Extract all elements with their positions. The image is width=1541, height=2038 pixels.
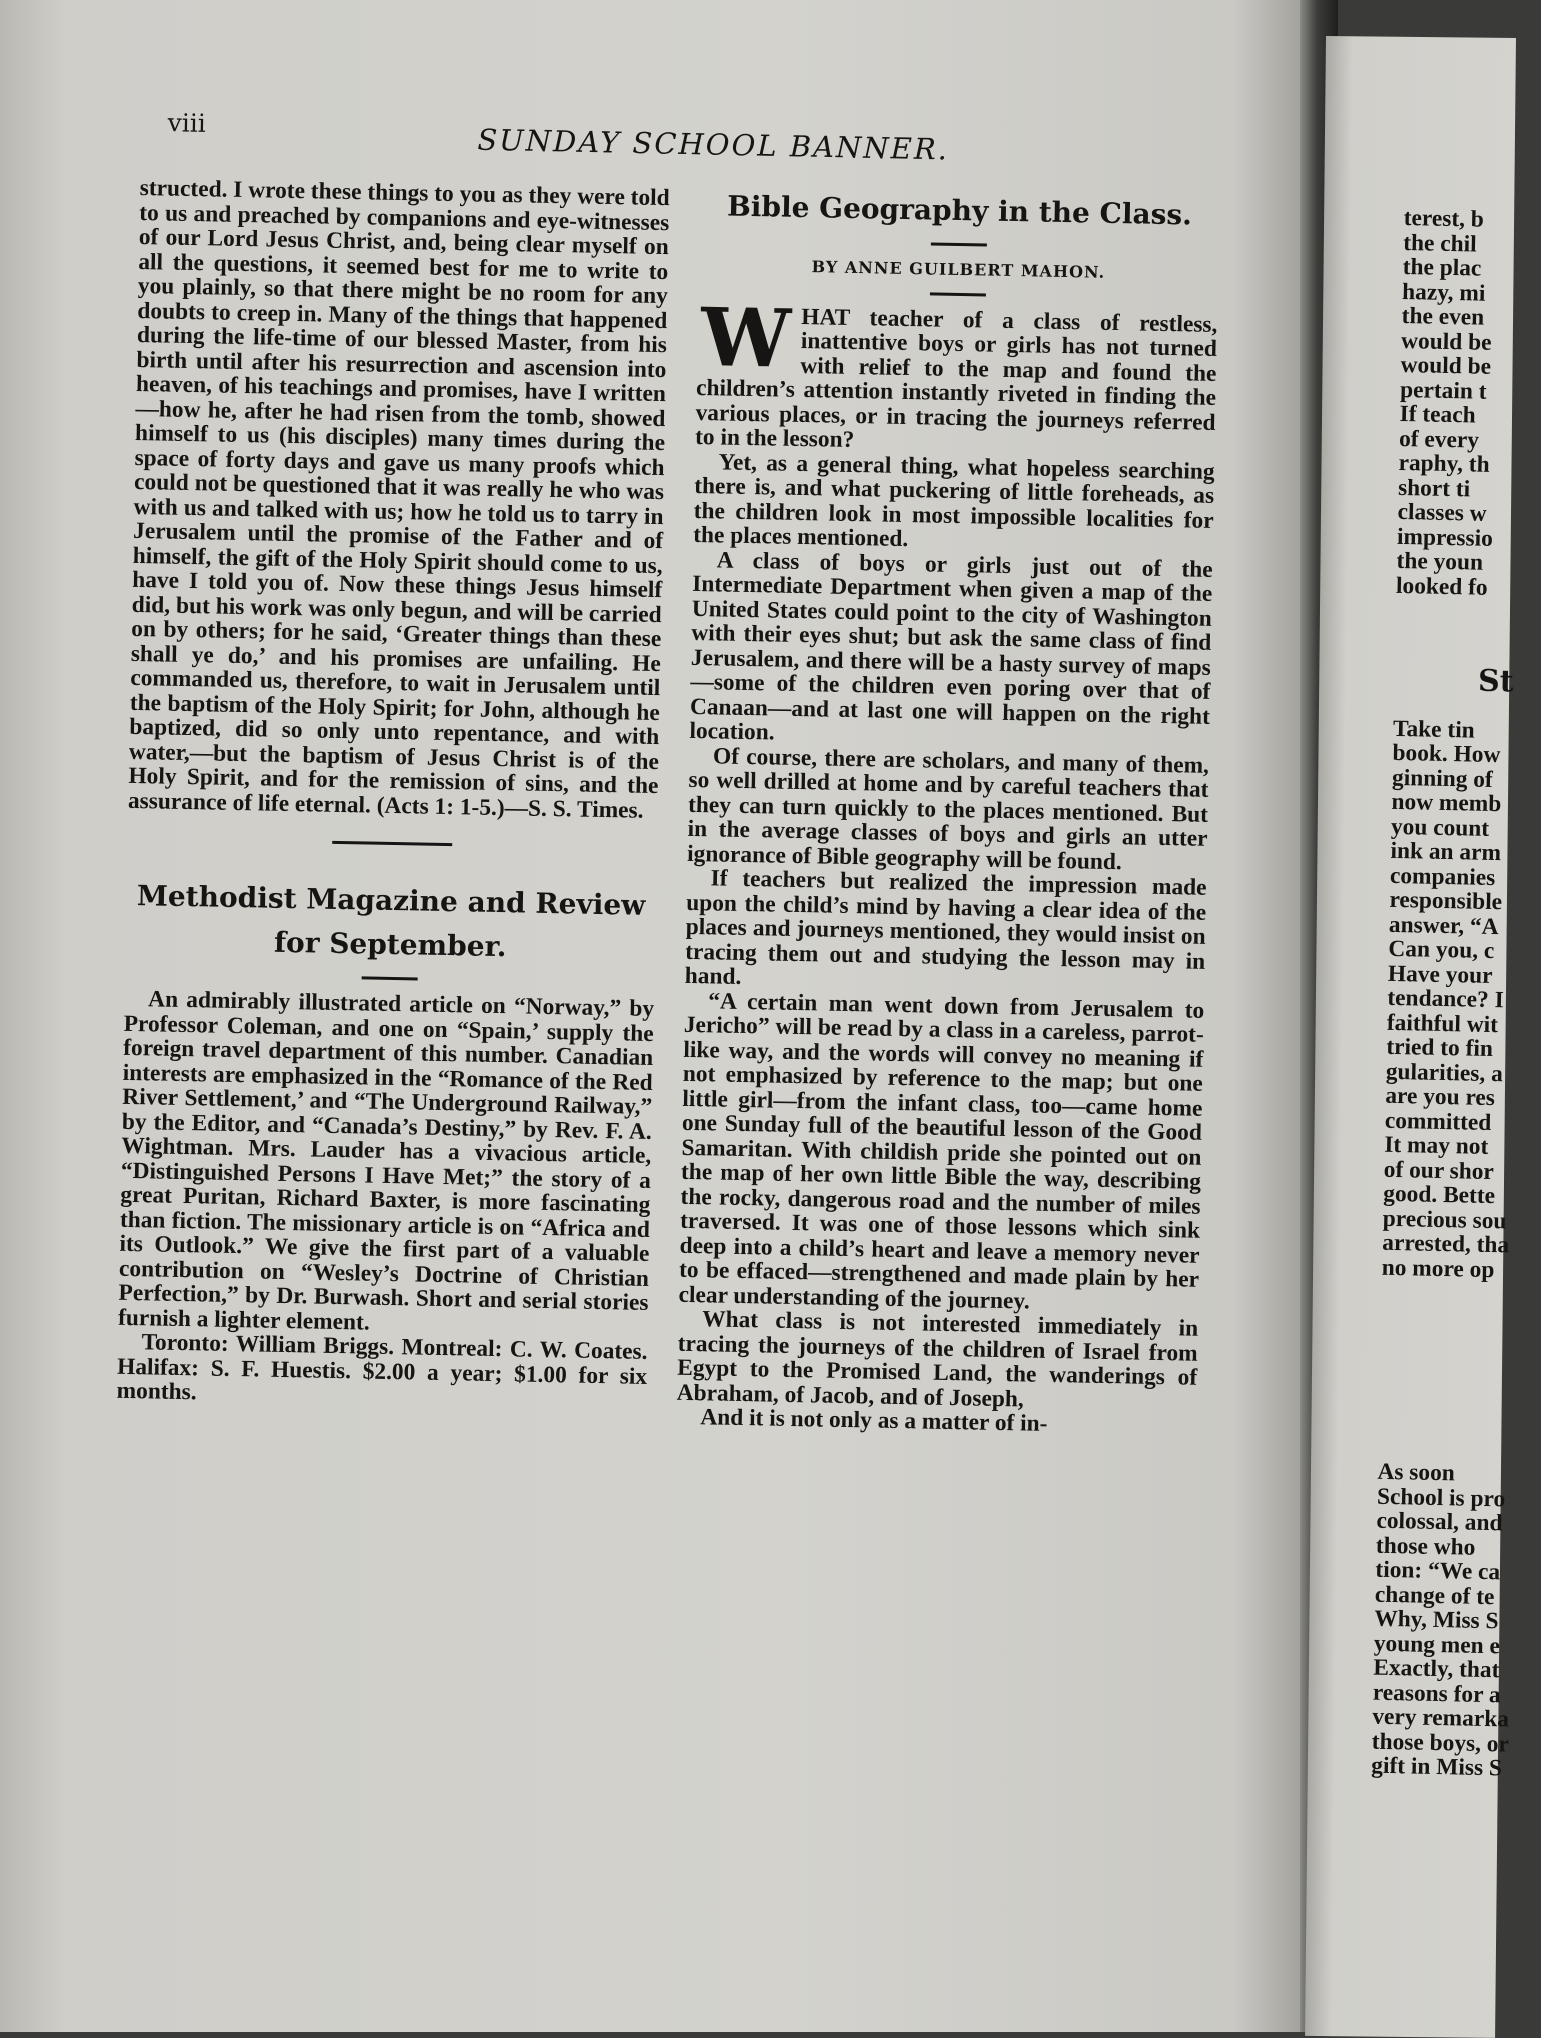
fragment-line: would be <box>1400 327 1492 356</box>
fragment-line: answer, “A <box>1388 911 1499 940</box>
fragment-line: Take tin <box>1392 715 1475 744</box>
fragment-line: ginning of <box>1391 764 1494 793</box>
paragraph-1 <box>694 289 1218 459</box>
article-title-methodist-line2: for September. <box>273 925 507 964</box>
title-rule <box>931 242 987 246</box>
fragment-line: those who <box>1375 1532 1476 1561</box>
fragment-line: very remarka <box>1372 1703 1510 1733</box>
publishers-paragraph: Toronto: William Briggs. Montreal: C. W. Coates. Halifax: S. F. Huestis. $2.00 a year; $1.00 for six months. <box>116 1329 648 1406</box>
paragraph-2: Yet, as a general thing, what hopeless searching there is, and what puckering of little foreheads, as the children look in most impossible localities for the places mentioned. <box>693 448 1215 553</box>
fragment-line: short ti <box>1397 474 1471 502</box>
fragment-line: faithful wit <box>1386 1009 1499 1038</box>
left-column <box>116 176 669 1413</box>
article-title-methodist-line1: Methodist Magazine and Review <box>136 879 646 922</box>
fragment-line: would be <box>1400 351 1492 380</box>
paragraph-6: “A certain man went down from Jerusalem to Jericho” will be read by a class in a careless, parrot-like way, and the words will convey no meaning if not emphasized by reference to the map; but one little girl—from the infant class, too—came home one Sunday full of the beautiful lesson of the Good Samaritan. With childish pride she pointed out on the map of her own little Bible the way, describing the rocky, dangerous road and the number of miles traversed. It was one of those lessons which sink deep into a child’s heart and leave a memory never to be effaced—strengthened and made plain by her clear understanding of the journey. <box>678 987 1205 1315</box>
fragment-line: looked fo <box>1395 572 1488 601</box>
fragment-line: classes w <box>1397 498 1487 527</box>
fragment-line: young men e <box>1373 1630 1501 1659</box>
fragment-line: If teach <box>1399 400 1476 429</box>
fragment-line: precious sou <box>1382 1205 1507 1234</box>
fragment-line: gularities, a <box>1385 1058 1504 1087</box>
fragment-line: you count <box>1390 813 1490 842</box>
fragment-line: pertain t <box>1399 376 1487 405</box>
fragment-line: raphy, th <box>1398 449 1490 478</box>
fragment-line: tion: “We ca <box>1375 1556 1501 1586</box>
fragment-line: hazy, mi <box>1401 278 1486 307</box>
continued-paragraph: structed. I wrote these things to you as they were told to us and preached by companions and eye-witnesses of our Lord Jesus Christ, and, being clear myself on all the questions, it seemed best for me to write to you plainly, so that there might be no room for any doubts to creep in. Many of the things that happened during the life-time of our blessed Master, from his birth until after his resurrection and ascension into heaven, of his teachings and promises, have I written—how he, after he had risen from the tomb, showed himself to us (his disciples) many times during the space of forty days and gave us many proofs which could not be questioned that it was really he who was with us and talked with us; how he told us to tarry in Jerusalem until the promise of the Father and of himself, the gift of the Holy Spirit should come to us, have I told you of. Now these things Jesus himself did, but his work was only begun, and will be carried on by others; for he said, ‘Greater things than these shall ye do,’ and his promises are unfailing. He commanded us, therefore, to wait in Jerusalem until the baptism of the Holy Spirit; for John, although he baptized, did so only unto repentance, and with water,—but the baptism of Jesus Christ is of the Holy Spirit, and for the remission of sins, and the assurance of life eternal. (Acts 1: 1-5.)—S. S. Times. <box>127 175 670 824</box>
fragment-line: of our shor <box>1383 1156 1495 1185</box>
section-divider <box>332 841 452 846</box>
fragment-line: tried to fin <box>1386 1033 1494 1063</box>
paragraph-4: Of course, there are scholars, and many of them, so well drilled at home and by careful teachers that they can turn quickly to the places mentioned. But in the average classes of boys and girls an utter ignorance of Bible geography will be found. <box>686 742 1210 875</box>
fragment-line: those boys, or <box>1371 1728 1510 1758</box>
paragraph-3: A class of boys or girls just out of the Intermediate Department when given a map of the United States could point to the city of Washington with their eyes shut; but ask the same class of find Jerusalem, and there will be a hasty survey of maps—some of the children even poring over that of Canaan—and at last one will happen on the right location. <box>689 546 1213 746</box>
fragment-line: Why, Miss S <box>1374 1605 1499 1635</box>
byline-rule <box>930 292 986 296</box>
fragment-line: gift in Miss S <box>1371 1752 1503 1782</box>
fragment-line: impressio <box>1396 523 1494 552</box>
magazine-review-paragraph: An admirably illustrated article on “Norway,” by Professor Coleman, and one on “Spain,’ supply the foreign travel department of this number. Canadian interests are emphasized in the “Romance of the Red River Settlement,’ and “The Underground Railway,” by the Editor, and “Canada’s Destiny,” by Rev. F. A. Wightman. Mrs. Lauder has a vivacious article, “Distinguished Persons I Have Met;” the story of a great Puritan, Richard Baxter, is more fascinating than fiction. The missionary article is on “Africa and its Outlook.” We give the first part of a valuable contribution on “Wesley’s Doctrine of Christian Perfection,” by Dr. Burwash. Short and serial stories furnish a lighter element. <box>117 986 655 1336</box>
running-title: SUNDAY SCHOOL BANNER. <box>477 122 950 167</box>
fragment-line: the plac <box>1402 253 1482 282</box>
fragment-line: committed <box>1384 1107 1492 1136</box>
page-number: viii <box>167 108 207 138</box>
fragment-heading: St <box>1477 663 1514 700</box>
fragment-line: arrested, tha <box>1382 1229 1510 1259</box>
article-title-bible-geography: Bible Geography in the Class. <box>726 189 1193 232</box>
fragment-line: It may not <box>1384 1131 1489 1160</box>
fragment-line: change of te <box>1374 1581 1495 1610</box>
fragment-line: ink an arm <box>1390 837 1502 867</box>
fragment-line: reasons for a <box>1372 1679 1501 1708</box>
fragment-line: Can you, c <box>1388 935 1495 965</box>
paragraph-5: If teachers but realized the impression made upon the child’s mind by having a clear idea of the places and journeys mentioned, they would insist on tracing them out and studying the lesson may in hand. <box>684 865 1207 990</box>
fragment-line: colossal, and <box>1376 1507 1503 1537</box>
drop-cap: W <box>700 289 792 386</box>
fragment-line: School is pro <box>1376 1483 1506 1512</box>
fragment-line: Exactly, that <box>1373 1654 1500 1684</box>
middle-column <box>676 184 1220 1439</box>
fragment-line: companies <box>1389 862 1496 891</box>
spacer <box>1378 1280 1500 1462</box>
paragraph-8: And it is not only as a matter of in- <box>700 1404 1048 1437</box>
paragraph-1-text: HAT teacher of a class of restless, inattentive boys or girls has not turned with relief to the map and found the children’s attention instantly riveted in finding the various places, or in tracing the journeys referred to in the lesson? <box>694 303 1218 454</box>
fragment-line: good. Bette <box>1383 1180 1496 1210</box>
spacer <box>1394 598 1513 670</box>
fragment-line: the youn <box>1396 547 1484 576</box>
fragment-line: now memb <box>1391 788 1502 818</box>
fragment-line: tendance? I <box>1387 984 1504 1014</box>
fragment-line: are you res <box>1385 1082 1496 1112</box>
fragment-line: responsible <box>1389 886 1503 916</box>
fragment-line: of every <box>1398 425 1480 454</box>
fragment-line: terest, b <box>1403 205 1485 233</box>
paragraph-7: What class is not interested immediately in tracing the journeys of the children of Israel from Egypt to the Promised Land, the wanderings of Abraham, of Jacob, and of Joseph, <box>676 1306 1199 1412</box>
fragment-line: no more op <box>1381 1254 1495 1283</box>
fragment-line: book. How <box>1392 739 1501 769</box>
fragment-line: As soon <box>1377 1458 1456 1487</box>
title-rule <box>362 976 418 980</box>
fragment-line: the chil <box>1402 229 1477 258</box>
fragment-line: the even <box>1401 302 1485 331</box>
byline: BY ANNE GUILBERT MAHON. <box>811 257 1106 282</box>
fragment-line: Have your <box>1387 960 1493 989</box>
